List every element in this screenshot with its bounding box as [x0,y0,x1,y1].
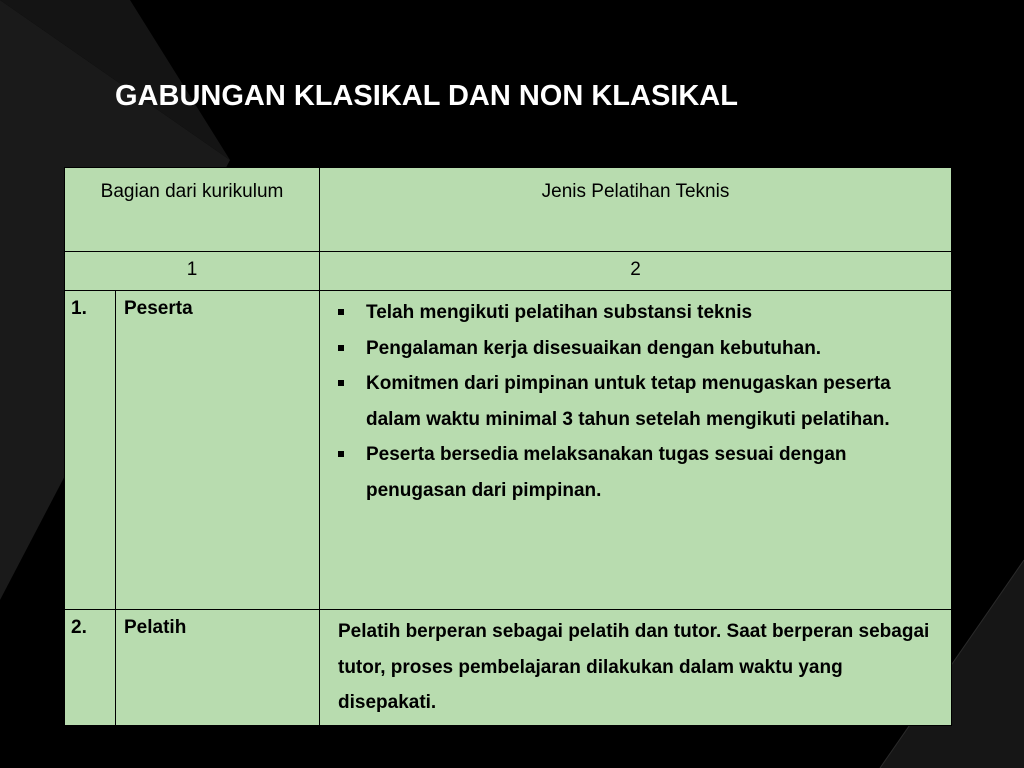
header-curriculum-part: Bagian dari kurikulum [65,168,320,252]
row-training-description [320,610,952,726]
list-item: Peserta bersedia melaksanakan tugas sesuai dengan penugasan dari pimpinan. [328,437,939,508]
description-text: Pelatih berperan sebagai pelatih dan tutor. Saat berperan sebagai tutor, proses pembelajaran dilakukan dalam waktu yang disepakati. [338,621,930,713]
table-number-row [65,252,952,291]
table-row [65,610,952,726]
table-row [65,291,952,610]
row-index: 1. [65,291,116,610]
row-training-description [320,291,952,610]
list-item: Telah mengikuti pelatihan substansi teknis [328,295,939,331]
bullet-list [328,295,939,508]
curriculum-table [64,167,952,726]
row-part-name: Pelatih [116,610,320,726]
list-item: Pengalaman kerja disesuaikan dengan kebutuhan. [328,331,939,367]
row-part-name: Peserta [116,291,320,610]
column-number-2: 2 [320,252,952,291]
column-number-1: 1 [65,252,320,291]
list-item: Komitmen dari pimpinan untuk tetap menugaskan peserta dalam waktu minimal 3 tahun setelah mengikuti pelatihan. [328,366,939,437]
page-title: GABUNGAN KLASIKAL DAN NON KLASIKAL [115,80,738,112]
header-training-type: Jenis Pelatihan Teknis [320,168,952,252]
table-header-row [65,168,952,252]
row-index: 2. [65,610,116,726]
